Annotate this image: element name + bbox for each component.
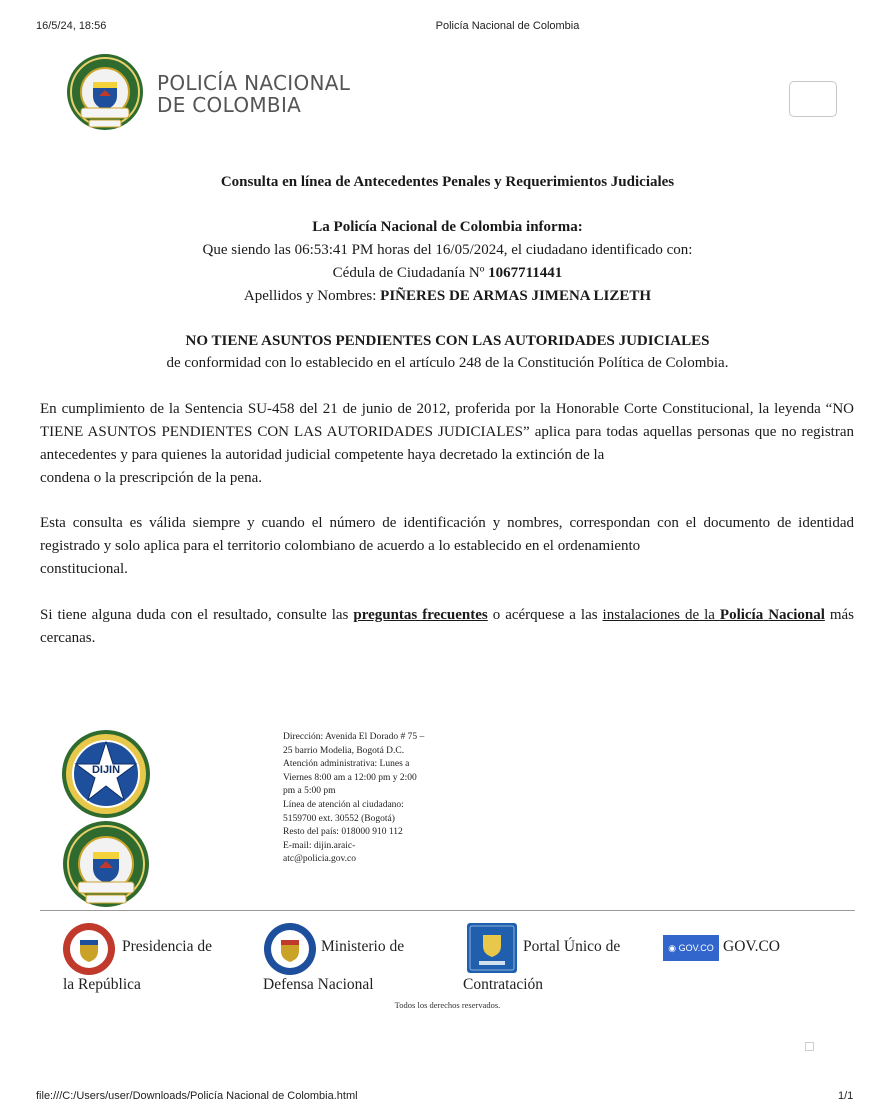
print-title: Policía Nacional de Colombia (435, 20, 580, 32)
installations-link-bold-a: Policía (719, 607, 764, 623)
logo-title-line2: DE COLOMBIA (157, 93, 302, 117)
presidencia-logo[interactable] (62, 922, 116, 976)
portal-contratacion-logo[interactable] (467, 923, 517, 973)
logo-title-line1: POLICÍA NACIONAL (157, 71, 351, 95)
print-datetime: 16/5/24, 18:56 (36, 20, 107, 32)
timestamp-line: Que siendo las 06:53:41 PM horas del 16/05/2024, el ciudadano identificado con: (202, 242, 693, 258)
presidencia-link-line1[interactable]: Presidencia de (122, 938, 212, 955)
logo-title (157, 72, 350, 116)
id-label: Cédula de Ciudadanía Nº (332, 265, 485, 281)
print-file-path: file:///C:/Users/user/Downloads/Policía Nacional de Colombia.html (36, 1090, 358, 1102)
id-number: 1067711441 (488, 265, 563, 281)
paragraph-validez-end: constitucional. (40, 561, 128, 577)
govco-badge[interactable] (663, 935, 719, 961)
installations-link-text: instalaciones de la (602, 607, 715, 623)
name-line (0, 286, 895, 307)
paragraph-dudas (40, 604, 854, 650)
govco-link[interactable]: GOV.CO (723, 938, 780, 955)
informa-heading: La Policía Nacional de Colombia informa: (312, 219, 583, 235)
address-line: Resto del país: 018000 910 112 (283, 827, 403, 838)
presidencia-link-line2[interactable]: la República (63, 976, 141, 993)
faq-link[interactable]: preguntas frecuentes (353, 607, 488, 623)
print-page-number: 1/1 (838, 1090, 854, 1102)
ministerio-logo[interactable] (263, 922, 317, 976)
address-line: Viernes 8:00 am a 12:00 pm y 2:00 (283, 772, 417, 783)
address-line: E-mail: dijin.araic- (283, 840, 356, 851)
police-crest-logo (63, 52, 147, 132)
portal-link-line1[interactable]: Portal Único de (523, 938, 621, 955)
address-line: 5159700 ext. 30552 (Bogotá) (283, 813, 395, 824)
name-value: PIÑERES DE ARMAS JIMENA LIZETH (380, 288, 652, 304)
dudas-end: más cercanas. (40, 607, 855, 646)
dudas-pre: Si tiene alguna duda con el resultado, consulte las (40, 607, 349, 623)
govco-icon: ◉ (668, 943, 677, 953)
small-checkbox-mark (805, 1042, 814, 1051)
result-subtext: de conformidad con lo establecido en el artículo 248 de la Constitución Política de Colombia. (166, 355, 729, 371)
ministerio-link-line1[interactable]: Ministerio de (321, 938, 405, 955)
address-line: atc@policia.gov.co (283, 854, 357, 865)
address-line: Atención administrativa: Lunes a (283, 759, 410, 770)
paragraph-validez-body: Esta consulta es válida siempre y cuando el número de identificación y nombres, correspondan con el documento de identidad registrado y solo aplica para el territorio colombiano de acuerdo a lo establecido en el ordenamiento (40, 515, 854, 554)
rights-reserved: Todos los derechos reservados. (394, 1000, 501, 1010)
footer-divider (40, 910, 855, 911)
address-line: 25 barrio Modelia, Bogotá D.C. (283, 745, 405, 756)
contact-address-block (283, 731, 433, 867)
govco-badge-text: GOV.CO (678, 943, 714, 953)
paragraph-sentencia-body: En cumplimiento de la Sentencia SU-458 del 21 de junio de 2012, proferida por la Honorable Corte Constitucional, la leyenda “NO TIENE ASUNTOS PENDIENTES CON LAS AUTORIDADES JUDICIALES” aplica para todas aquellas personas que no registran antecedentes y para quienes la autoridad judicial competente haya decretado la extinción de la (40, 401, 854, 463)
result-heading: NO TIENE ASUNTOS PENDIENTES CON LAS AUTORIDADES JUDICIALES (185, 333, 710, 349)
dijin-label: DIJIN (91, 764, 121, 776)
address-line: Dirección: Avenida El Dorado # 75 – (283, 732, 425, 742)
id-line (0, 263, 895, 284)
paragraph-sentencia-end: condena o la prescripción de la pena. (40, 470, 262, 486)
address-line: Línea de atención al ciudadano: (283, 799, 404, 810)
paragraph-sentencia (40, 398, 854, 490)
address-line: pm a 5:00 pm (283, 786, 336, 797)
header-empty-box (789, 81, 837, 117)
dudas-mid: o acérquese a las (492, 607, 598, 623)
document-heading: Consulta en línea de Antecedentes Penales y Requerimientos Judiciales (220, 174, 675, 190)
name-label: Apellidos y Nombres: (243, 288, 377, 304)
police-crest-footer (58, 820, 154, 910)
paragraph-validez (40, 512, 854, 581)
ministerio-link-line2[interactable]: Defensa Nacional (263, 976, 374, 993)
portal-link-line2[interactable]: Contratación (463, 976, 544, 993)
installations-link[interactable] (603, 607, 825, 623)
installations-link-bold-b: Nacional (768, 607, 825, 623)
